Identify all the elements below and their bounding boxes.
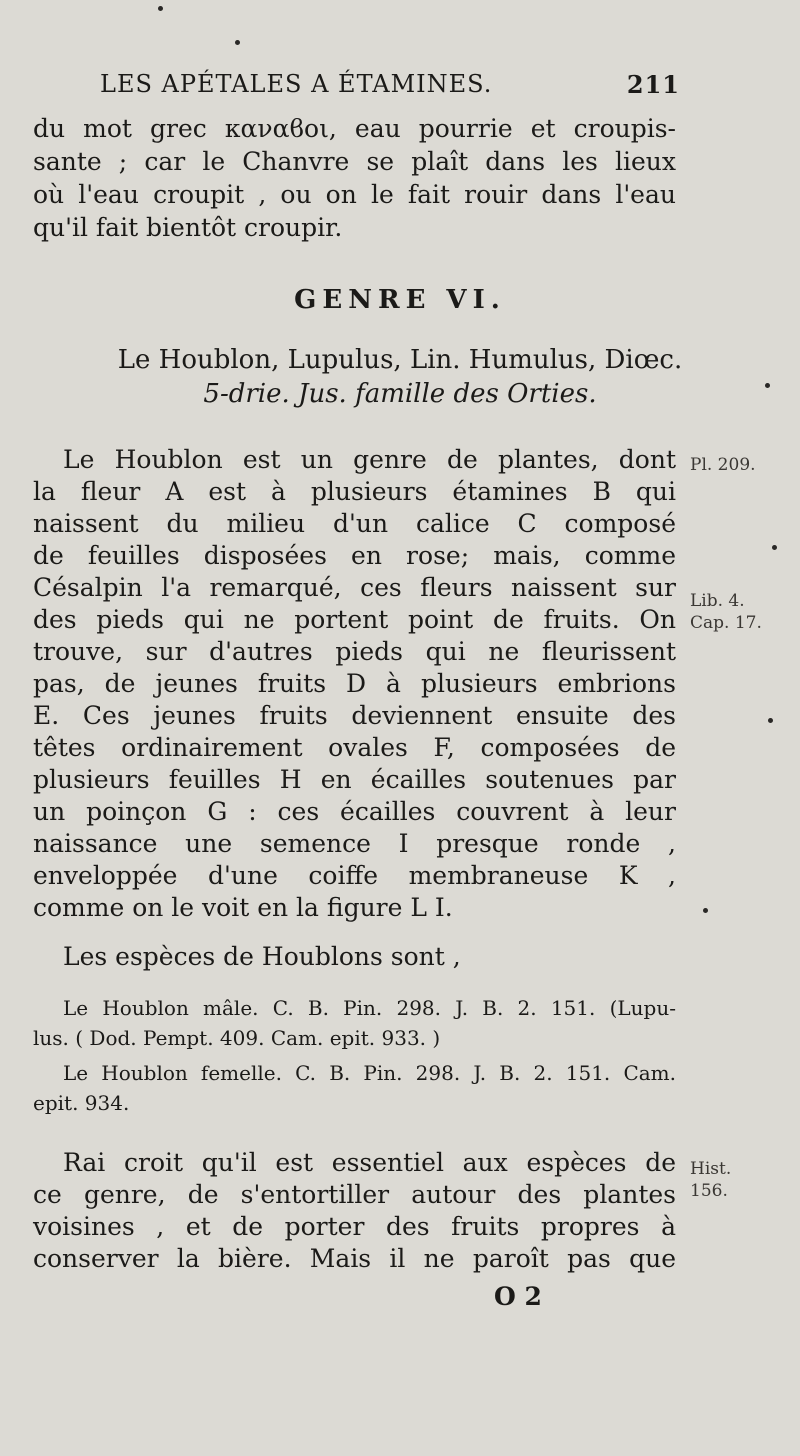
description-line: Césalpin l'a remarqué, ces fleurs naissent sur xyxy=(33,573,676,602)
intro-line: qu'il fait bientôt croupir. xyxy=(33,213,343,242)
description-line: la fleur A est à plusieurs étamines B qui xyxy=(33,477,676,506)
description-line: un poinçon G : ces écailles couvrent à leur xyxy=(33,797,676,826)
description-line: pas, de jeunes fruits D à plusieurs embrions xyxy=(33,669,676,698)
genus-name-line2: 5-drie. Jus. famille des Orties. xyxy=(203,379,597,409)
species-heading: Les espèces de Houblons sont , xyxy=(63,942,461,971)
species-line: lus. ( Dod. Pempt. 409. Cam. epit. 933. ) xyxy=(33,1026,441,1050)
margin-note-hist-page: 156. xyxy=(690,1181,728,1201)
description-line: enveloppée d'une coiffe membraneuse K , xyxy=(33,861,676,890)
genus-name-line1: Le Houblon, Lupulus, Lin. Humulus, Diœc. xyxy=(117,345,683,375)
species-line: epit. 934. xyxy=(33,1091,130,1115)
running-title: LES APÉTALES A ÉTAMINES. xyxy=(100,70,493,98)
description-line: comme on le voit en la figure L I. xyxy=(33,893,453,922)
print-speck xyxy=(768,718,773,723)
print-speck xyxy=(765,383,770,388)
description-line: naissance une semence I presque ronde , xyxy=(33,829,676,858)
description-line: naissent du milieu d'un calice C composé xyxy=(33,509,676,538)
margin-note-cap: Cap. 17. xyxy=(690,613,762,633)
intro-line: où l'eau croupit , ou on le fait rouir dans l'eau xyxy=(33,180,676,209)
margin-note-plate: Pl. 209. xyxy=(690,455,756,475)
closing-line: conserver la bière. Mais il ne paroît pas que xyxy=(33,1244,676,1273)
signature-mark: O 2 xyxy=(494,1282,542,1311)
closing-line: ce genre, de s'entortiller autour des plantes xyxy=(33,1180,676,1209)
species-line: Le Houblon mâle. C. B. Pin. 298. J. B. 2. 151. (Lupu- xyxy=(63,996,676,1020)
description-line: têtes ordinairement ovales F, composées de xyxy=(33,733,676,762)
species-line: Le Houblon femelle. C. B. Pin. 298. J. B. 2. 151. Cam. xyxy=(63,1061,676,1085)
print-speck xyxy=(772,545,777,550)
intro-line: sante ; car le Chanvre se plaît dans les lieux xyxy=(33,147,676,176)
description-line: plusieurs feuilles H en écailles soutenues par xyxy=(33,765,676,794)
print-speck xyxy=(158,6,163,11)
description-line: de feuilles disposées en rose; mais, comme xyxy=(33,541,676,570)
description-line: E. Ces jeunes fruits deviennent ensuite des xyxy=(33,701,676,730)
genus-heading: GENRE VI. xyxy=(294,285,506,315)
closing-line: Rai croit qu'il est essentiel aux espèces de xyxy=(63,1148,676,1177)
margin-note-lib: Lib. 4. xyxy=(690,591,745,611)
description-line: des pieds qui ne portent point de fruits. On xyxy=(33,605,676,634)
closing-line: voisines , et de porter des fruits propres à xyxy=(33,1212,676,1241)
description-line: trouve, sur d'autres pieds qui ne fleurissent xyxy=(33,637,676,666)
margin-note-hist: Hist. xyxy=(690,1159,732,1179)
page-number: 211 xyxy=(626,70,680,99)
print-speck xyxy=(235,40,240,45)
intro-line: du mot grec καναϐοι, eau pourrie et croupis- xyxy=(33,114,676,143)
description-line: Le Houblon est un genre de plantes, dont xyxy=(63,445,676,474)
print-speck xyxy=(703,908,708,913)
